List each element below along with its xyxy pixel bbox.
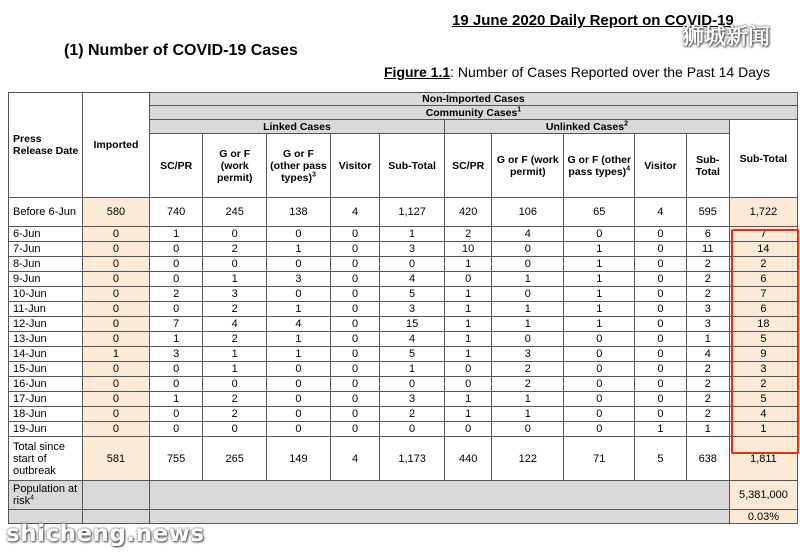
cell-linked-other: 1 <box>267 332 331 347</box>
cell-linked-scpr: 0 <box>149 272 202 287</box>
watermark-logo-top: 狮城新闻 <box>682 25 771 50</box>
total-linked-visitor: 4 <box>330 437 379 481</box>
cell-unlinked-visitor: 0 <box>635 272 686 287</box>
cell-unlinked-visitor: 0 <box>635 287 686 302</box>
cell-unlinked-sub: 2 <box>686 407 729 422</box>
total-unlinked-scpr: 440 <box>445 437 492 481</box>
cell-unlinked-scpr: 0 <box>445 377 492 392</box>
cell-linked-scpr: 3 <box>149 347 202 362</box>
header-unlinked-sub-total: Sub-Total <box>686 134 729 198</box>
cell-unlinked-scpr: 1 <box>445 392 492 407</box>
cell-linked-work: 0 <box>203 257 267 272</box>
cell-linked-scpr: 0 <box>149 242 202 257</box>
cell-unlinked-work: 1 <box>492 272 564 287</box>
cell-linked-other: 0 <box>267 377 331 392</box>
population-label <box>9 481 83 510</box>
header-unlinked-work-permit: G or F (work permit) <box>492 134 564 198</box>
cell-unlinked-other: 1 <box>564 242 635 257</box>
section-title: (1) Number of COVID-19 Cases <box>64 42 298 59</box>
cell-linked-visitor: 0 <box>330 422 379 437</box>
cell-unlinked-visitor: 0 <box>635 347 686 362</box>
cell-unlinked-visitor: 0 <box>635 317 686 332</box>
cell-date: 8-Jun <box>9 257 83 272</box>
table-row <box>9 257 798 272</box>
cell-linked-sub: 3 <box>380 302 445 317</box>
table-row <box>9 362 798 377</box>
table-row <box>9 422 798 437</box>
cell-sub-total: 3 <box>729 362 797 377</box>
cell-sub-total: 7 <box>729 227 797 242</box>
cell-linked-work: 2 <box>203 407 267 422</box>
cell-unlinked-scpr: 1 <box>445 347 492 362</box>
cell-linked-visitor: 4 <box>330 198 379 227</box>
rate-empty-span <box>149 510 729 524</box>
header-unlinked-scpr: SC/PR <box>445 134 492 198</box>
cell-unlinked-sub: 2 <box>686 377 729 392</box>
cell-unlinked-work: 0 <box>492 257 564 272</box>
cell-unlinked-work: 1 <box>492 302 564 317</box>
cell-unlinked-sub: 595 <box>686 198 729 227</box>
table-row <box>9 332 798 347</box>
cell-sub-total: 2 <box>729 257 797 272</box>
cell-date: 10-Jun <box>9 287 83 302</box>
cell-sub-total: 6 <box>729 302 797 317</box>
cell-unlinked-scpr: 2 <box>445 227 492 242</box>
table-row <box>9 317 798 332</box>
cell-linked-sub: 0 <box>380 257 445 272</box>
cell-linked-visitor: 0 <box>330 257 379 272</box>
cell-linked-visitor: 0 <box>330 272 379 287</box>
cell-imported: 0 <box>83 377 150 392</box>
cell-unlinked-other: 0 <box>564 377 635 392</box>
cell-imported: 0 <box>83 362 150 377</box>
cell-date: 15-Jun <box>9 362 83 377</box>
header-linked-other-pass-sup: 3 <box>312 171 316 178</box>
cell-unlinked-work: 106 <box>492 198 564 227</box>
cell-unlinked-visitor: 0 <box>635 242 686 257</box>
cell-linked-work: 1 <box>203 347 267 362</box>
cell-linked-visitor: 0 <box>330 317 379 332</box>
cell-linked-sub: 1 <box>380 362 445 377</box>
header-non-imported: Non-Imported Cases <box>149 93 797 106</box>
cell-linked-other: 0 <box>267 287 331 302</box>
cell-linked-work: 0 <box>203 422 267 437</box>
table-row <box>9 407 798 422</box>
cell-linked-work: 2 <box>203 242 267 257</box>
cell-imported: 0 <box>83 257 150 272</box>
cell-unlinked-work: 4 <box>492 227 564 242</box>
cell-linked-other: 1 <box>267 347 331 362</box>
cell-linked-other: 0 <box>267 392 331 407</box>
cell-linked-visitor: 0 <box>330 392 379 407</box>
cell-sub-total: 18 <box>729 317 797 332</box>
cell-sub-total: 14 <box>729 242 797 257</box>
cell-linked-work: 2 <box>203 302 267 317</box>
total-unlinked-sub: 638 <box>686 437 729 481</box>
cell-linked-work: 0 <box>203 227 267 242</box>
cell-date: 18-Jun <box>9 407 83 422</box>
header-unlinked-other-pass-sup: 4 <box>626 165 631 172</box>
cell-unlinked-visitor: 4 <box>635 198 686 227</box>
cell-linked-visitor: 0 <box>330 227 379 242</box>
header-community-sup: 1 <box>517 106 522 113</box>
cell-linked-sub: 5 <box>380 347 445 362</box>
cell-unlinked-work: 1 <box>492 317 564 332</box>
cell-sub-total: 4 <box>729 407 797 422</box>
cell-linked-sub: 0 <box>380 422 445 437</box>
cell-unlinked-other: 0 <box>564 392 635 407</box>
total-unlinked-work: 122 <box>492 437 564 481</box>
cell-unlinked-other: 1 <box>564 257 635 272</box>
total-linked-work: 265 <box>203 437 267 481</box>
header-linked-visitor: Visitor <box>330 134 379 198</box>
header-unlinked-sup: 2 <box>624 120 628 127</box>
cell-linked-work: 2 <box>203 332 267 347</box>
cell-linked-work: 0 <box>203 377 267 392</box>
cell-linked-scpr: 1 <box>149 392 202 407</box>
cell-linked-sub: 2 <box>380 407 445 422</box>
cell-linked-sub: 4 <box>380 332 445 347</box>
header-unlinked <box>445 120 730 134</box>
cell-linked-work: 1 <box>203 362 267 377</box>
cell-imported: 0 <box>83 317 150 332</box>
cell-unlinked-visitor: 0 <box>635 332 686 347</box>
header-linked-sub-total: Sub-Total <box>380 134 445 198</box>
cell-date: 13-Jun <box>9 332 83 347</box>
cell-unlinked-other: 0 <box>564 407 635 422</box>
cell-unlinked-sub: 1 <box>686 332 729 347</box>
cell-unlinked-sub: 3 <box>686 302 729 317</box>
total-unlinked-visitor: 5 <box>635 437 686 481</box>
cell-imported: 0 <box>83 272 150 287</box>
cell-unlinked-scpr: 10 <box>445 242 492 257</box>
cell-linked-scpr: 1 <box>149 227 202 242</box>
header-linked-other-pass <box>267 134 331 198</box>
cell-linked-other: 1 <box>267 242 331 257</box>
cell-date: 16-Jun <box>9 377 83 392</box>
population-empty-imported <box>83 481 150 510</box>
cell-unlinked-other: 0 <box>564 422 635 437</box>
cell-imported: 0 <box>83 227 150 242</box>
table-row <box>9 198 798 227</box>
table-row <box>9 347 798 362</box>
cell-imported: 0 <box>83 392 150 407</box>
cell-linked-scpr: 0 <box>149 302 202 317</box>
population-label-text: Population at risk <box>13 483 78 507</box>
cell-imported: 0 <box>83 302 150 317</box>
cell-unlinked-sub: 2 <box>686 287 729 302</box>
header-sub-total-overall: Sub-Total <box>729 120 797 198</box>
cell-unlinked-work: 0 <box>492 422 564 437</box>
cell-linked-other: 0 <box>267 422 331 437</box>
cell-sub-total: 5 <box>729 332 797 347</box>
cell-linked-other: 4 <box>267 317 331 332</box>
table-row <box>9 302 798 317</box>
cell-unlinked-scpr: 0 <box>445 422 492 437</box>
cell-unlinked-scpr: 1 <box>445 257 492 272</box>
cell-linked-sub: 4 <box>380 272 445 287</box>
total-label: Total since start of outbreak <box>9 437 83 481</box>
header-imported: Imported <box>83 93 150 198</box>
cell-linked-visitor: 0 <box>330 362 379 377</box>
cell-linked-scpr: 2 <box>149 287 202 302</box>
header-linked-scpr: SC/PR <box>149 134 202 198</box>
cases-table <box>8 92 798 524</box>
cell-unlinked-scpr: 1 <box>445 287 492 302</box>
cell-unlinked-scpr: 1 <box>445 317 492 332</box>
cell-unlinked-sub: 1 <box>686 422 729 437</box>
cell-date: 9-Jun <box>9 272 83 287</box>
header-community <box>149 106 797 120</box>
cell-linked-visitor: 0 <box>330 242 379 257</box>
watermark-logo-bottom: shicheng.news <box>6 521 205 547</box>
cell-imported: 1 <box>83 347 150 362</box>
population-value: 5,381,000 <box>729 481 797 510</box>
cell-sub-total: 5 <box>729 392 797 407</box>
table-row <box>9 377 798 392</box>
cell-unlinked-other: 1 <box>564 302 635 317</box>
cell-unlinked-other: 0 <box>564 227 635 242</box>
cell-linked-other: 0 <box>267 257 331 272</box>
cell-unlinked-visitor: 0 <box>635 302 686 317</box>
cell-linked-visitor: 0 <box>330 302 379 317</box>
cell-unlinked-work: 1 <box>492 392 564 407</box>
cell-unlinked-sub: 11 <box>686 242 729 257</box>
cell-date: 7-Jun <box>9 242 83 257</box>
cell-linked-visitor: 0 <box>330 287 379 302</box>
cell-imported: 0 <box>83 422 150 437</box>
total-linked-other: 149 <box>267 437 331 481</box>
cell-linked-sub: 0 <box>380 377 445 392</box>
cell-unlinked-scpr: 1 <box>445 407 492 422</box>
cell-date: 14-Jun <box>9 347 83 362</box>
header-unlinked-visitor: Visitor <box>635 134 686 198</box>
population-empty-span <box>149 481 729 510</box>
header-unlinked-text: Unlinked Cases <box>545 120 625 133</box>
cell-imported: 580 <box>83 198 150 227</box>
cell-unlinked-visitor: 0 <box>635 257 686 272</box>
cell-linked-visitor: 0 <box>330 377 379 392</box>
cell-linked-visitor: 0 <box>330 347 379 362</box>
cell-unlinked-work: 0 <box>492 287 564 302</box>
cell-linked-scpr: 0 <box>149 377 202 392</box>
cell-unlinked-sub: 2 <box>686 392 729 407</box>
cell-linked-scpr: 740 <box>149 198 202 227</box>
population-label-sup: 4 <box>30 494 35 502</box>
cell-linked-scpr: 0 <box>149 257 202 272</box>
cell-sub-total: 9 <box>729 347 797 362</box>
cell-sub-total: 1 <box>729 422 797 437</box>
cell-date: 19-Jun <box>9 422 83 437</box>
cell-linked-scpr: 0 <box>149 422 202 437</box>
cell-imported: 0 <box>83 242 150 257</box>
cell-unlinked-visitor: 0 <box>635 392 686 407</box>
cell-unlinked-other: 0 <box>564 347 635 362</box>
header-community-text: Community Cases <box>425 106 518 119</box>
cell-date: 12-Jun <box>9 317 83 332</box>
total-linked-scpr: 755 <box>149 437 202 481</box>
cell-linked-work: 1 <box>203 272 267 287</box>
cell-linked-work: 3 <box>203 287 267 302</box>
header-press-release-date: Press Release Date <box>9 93 83 198</box>
cell-unlinked-work: 2 <box>492 377 564 392</box>
cell-sub-total: 7 <box>729 287 797 302</box>
table-row <box>9 242 798 257</box>
report-title: 19 June 2020 Daily Report on COVID-19 <box>452 12 734 29</box>
cell-unlinked-scpr: 1 <box>445 332 492 347</box>
cell-unlinked-sub: 2 <box>686 257 729 272</box>
total-unlinked-other: 71 <box>564 437 635 481</box>
cell-unlinked-visitor: 0 <box>635 407 686 422</box>
cell-unlinked-visitor: 0 <box>635 227 686 242</box>
cell-linked-other: 3 <box>267 272 331 287</box>
cell-unlinked-visitor: 0 <box>635 377 686 392</box>
cell-unlinked-scpr: 420 <box>445 198 492 227</box>
cell-linked-other: 0 <box>267 362 331 377</box>
cell-imported: 0 <box>83 332 150 347</box>
cell-linked-sub: 3 <box>380 242 445 257</box>
figure-caption <box>384 64 770 80</box>
cell-unlinked-visitor: 0 <box>635 362 686 377</box>
cell-unlinked-visitor: 1 <box>635 422 686 437</box>
cell-sub-total: 6 <box>729 272 797 287</box>
table-row-population <box>9 481 798 510</box>
cell-unlinked-other: 1 <box>564 287 635 302</box>
cell-unlinked-sub: 2 <box>686 362 729 377</box>
total-imported: 581 <box>83 437 150 481</box>
cell-linked-scpr: 0 <box>149 362 202 377</box>
cell-unlinked-scpr: 0 <box>445 362 492 377</box>
cell-linked-visitor: 0 <box>330 407 379 422</box>
header-linked-work-permit: G or F (work permit) <box>203 134 267 198</box>
cell-sub-total: 2 <box>729 377 797 392</box>
total-linked-sub: 1,173 <box>380 437 445 481</box>
cell-unlinked-work: 1 <box>492 407 564 422</box>
cell-linked-other: 0 <box>267 407 331 422</box>
header-unlinked-other-pass-text: G or F (other pass types) <box>567 153 632 178</box>
table-body <box>9 198 798 437</box>
figure-label: Figure 1.1 <box>384 64 451 80</box>
cell-linked-scpr: 1 <box>149 332 202 347</box>
cell-linked-work: 245 <box>203 198 267 227</box>
cell-unlinked-work: 3 <box>492 347 564 362</box>
cell-linked-work: 2 <box>203 392 267 407</box>
cell-linked-scpr: 0 <box>149 407 202 422</box>
cell-imported: 0 <box>83 287 150 302</box>
cell-linked-other: 138 <box>267 198 331 227</box>
cell-date: Before 6-Jun <box>9 198 83 227</box>
cell-unlinked-work: 0 <box>492 332 564 347</box>
cell-unlinked-work: 0 <box>492 242 564 257</box>
header-linked: Linked Cases <box>149 120 444 134</box>
cell-unlinked-other: 1 <box>564 272 635 287</box>
cell-unlinked-other: 65 <box>564 198 635 227</box>
cell-linked-sub: 3 <box>380 392 445 407</box>
rate-value: 0.03% <box>729 510 797 524</box>
cell-unlinked-other: 0 <box>564 332 635 347</box>
table-row <box>9 287 798 302</box>
cell-unlinked-sub: 6 <box>686 227 729 242</box>
table-row <box>9 227 798 242</box>
cell-linked-sub: 15 <box>380 317 445 332</box>
cell-linked-work: 4 <box>203 317 267 332</box>
cell-linked-sub: 1 <box>380 227 445 242</box>
figure-text: : Number of Cases Reported over the Past 14 Days <box>450 64 770 80</box>
cell-unlinked-work: 2 <box>492 362 564 377</box>
cell-date: 6-Jun <box>9 227 83 242</box>
cell-linked-sub: 1,127 <box>380 198 445 227</box>
cell-linked-other: 0 <box>267 227 331 242</box>
cell-unlinked-scpr: 0 <box>445 272 492 287</box>
cell-imported: 0 <box>83 407 150 422</box>
cell-linked-visitor: 0 <box>330 332 379 347</box>
cell-date: 11-Jun <box>9 302 83 317</box>
header-unlinked-other-pass <box>564 134 635 198</box>
cell-unlinked-sub: 3 <box>686 317 729 332</box>
cell-linked-scpr: 7 <box>149 317 202 332</box>
table-row <box>9 392 798 407</box>
cell-date: 17-Jun <box>9 392 83 407</box>
cell-sub-total: 1,722 <box>729 198 797 227</box>
cell-unlinked-other: 0 <box>564 362 635 377</box>
cell-linked-other: 1 <box>267 302 331 317</box>
cell-unlinked-other: 1 <box>564 317 635 332</box>
table-row <box>9 272 798 287</box>
total-sub-total: 1,811 <box>729 437 797 481</box>
cell-linked-sub: 5 <box>380 287 445 302</box>
table-row-total <box>9 437 798 481</box>
cell-unlinked-scpr: 1 <box>445 302 492 317</box>
cell-unlinked-sub: 4 <box>686 347 729 362</box>
header-linked-other-pass-text: G or F (other pass types) <box>270 147 327 184</box>
cell-unlinked-sub: 2 <box>686 272 729 287</box>
